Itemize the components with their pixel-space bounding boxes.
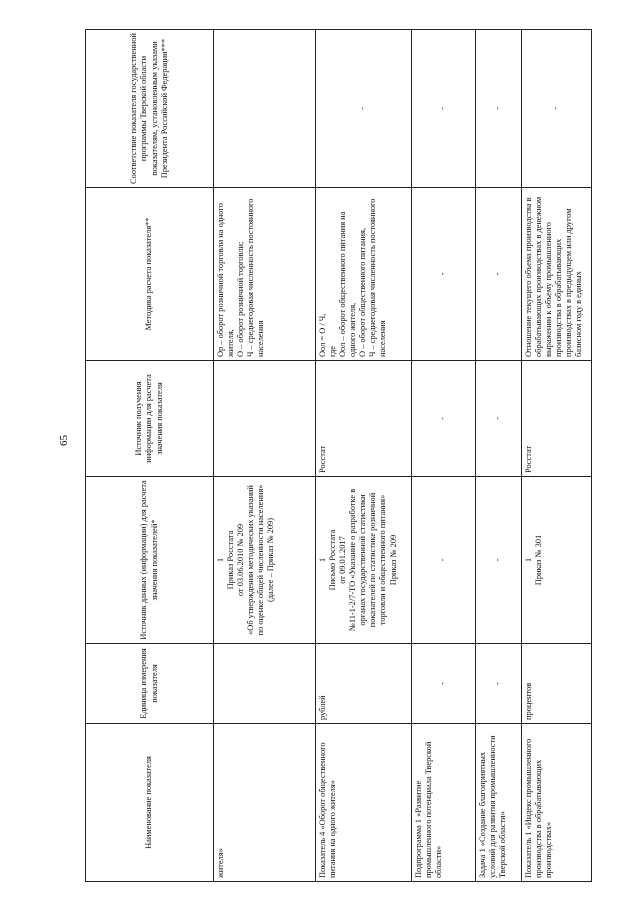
cell-unit: рублей (316, 644, 412, 724)
cell-unit: - (412, 644, 476, 724)
page-number: 65 (58, 435, 70, 446)
header-method: Методика расчета показателя** (86, 188, 214, 361)
cell-method: - (412, 188, 476, 361)
cell-compliance: - (476, 30, 522, 188)
cell-method: Ор – оборот розничной торговли на одного жителя, О – оборот розничной торговли; Ч – среднегодовая численность постоянного населения (214, 188, 316, 361)
cell-info-source: - (412, 361, 476, 477)
cell-unit: - (476, 644, 522, 724)
cell-info-source (214, 361, 316, 477)
header-compliance: Соответствие показателя государственной программы Тверской области показателям, установленным указами Президента Российской Федерации*** (86, 30, 214, 188)
cell-data-source: 1 Приказ № 301 (522, 477, 592, 644)
table-row (412, 30, 476, 882)
cell-unit (214, 644, 316, 724)
cell-name: Показатель 4 «Оборот общественного питания на одного жителя» (316, 724, 412, 882)
header-indicator-name: Наименование показателя (86, 724, 214, 882)
cell-method: Отношение текущего объема производства в обрабатывающих производствах в денежном выражении к объему промышленного производства в обрабатывающих производствах в предыдущем или другом базисном году в единых (522, 188, 592, 361)
table-row (316, 30, 412, 882)
cell-unit: процентов (522, 644, 592, 724)
cell-data-source: - (412, 477, 476, 644)
table-header-row (86, 30, 214, 882)
header-info-source: Источник получения информации для расчета значения показателя (86, 361, 214, 477)
table-row (522, 30, 592, 882)
cell-data-source: - (476, 477, 522, 644)
cell-compliance: - (412, 30, 476, 188)
header-data-source: Источник данных (информации) для расчета значения показателей* (86, 477, 214, 644)
cell-method: - (476, 188, 522, 361)
cell-info-source: - (476, 361, 522, 477)
cell-name: жителя» (214, 724, 316, 882)
cell-data-source: 1 Приказ Росстата от 03.06.2010 № 209 «Об утверждении методических указаний по оценке общей численности населения» (далее – Приказ № 209) (214, 477, 316, 644)
cell-info-source: Росстат (522, 361, 592, 477)
rotated-table-container (85, 30, 591, 882)
cell-name: Подпрограмма 1 «Развитие промышленного потенциала Тверской области» (412, 724, 476, 882)
cell-data-source: 1 Письмо Росстата от 09.01.2017 №11-1-2/7-ТО «Указание о разработке в органах государственной статистики показателей по статистике розничной торговли и общественного питания» Приказ № 209 (316, 477, 412, 644)
cell-name: Показатель 1 «Индекс промышленного производства в обрабатывающих производствах» (522, 724, 592, 882)
cell-compliance: - (522, 30, 592, 188)
table-row (476, 30, 522, 882)
indicators-table (85, 29, 592, 882)
cell-method: Оол = О / Ч, где Оол – оборот общественного питания на одного жителя, О – оборот общественного питания, Ч – среднегодовая численность постоянного населения (316, 188, 412, 361)
cell-info-source: Росстат (316, 361, 412, 477)
cell-compliance (214, 30, 316, 188)
cell-compliance: - (316, 30, 412, 188)
cell-name: Задача 1 «Создание благоприятных условий для развития промышленности Тверской области» (476, 724, 522, 882)
table-row (214, 30, 316, 882)
header-unit: Единица измерения показателя (86, 644, 214, 724)
